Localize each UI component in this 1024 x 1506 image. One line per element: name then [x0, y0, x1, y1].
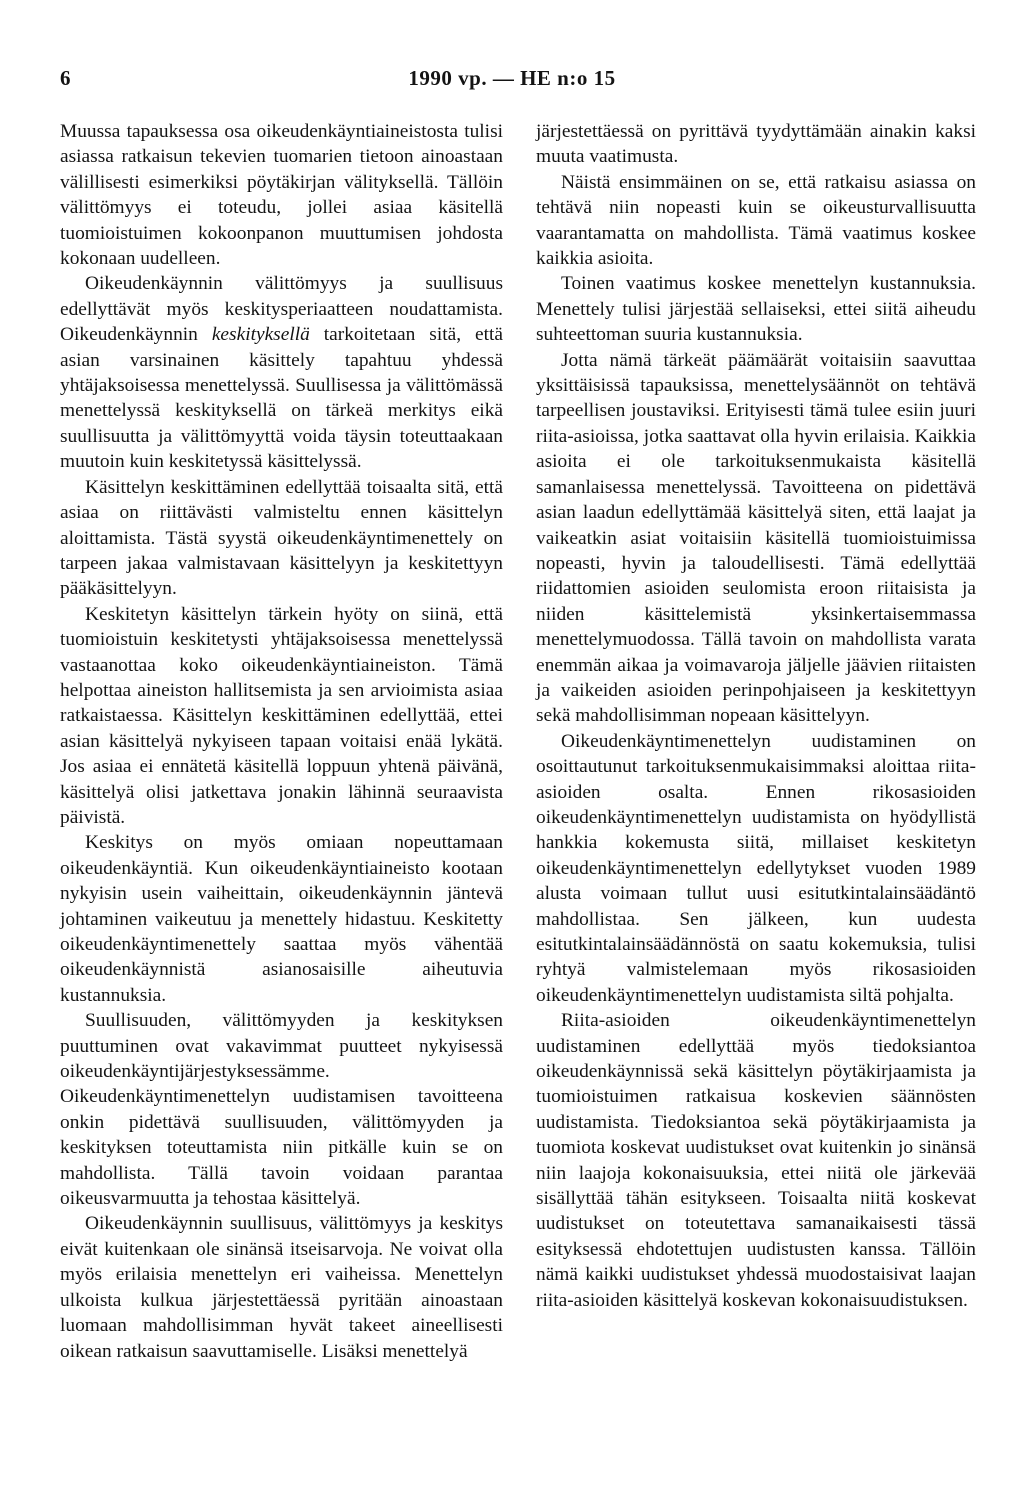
paragraph-text: tarkoitetaan sitä, että asian varsinainen käsittely tapahtuu yhdessä yhtäjaksoisessa menettelyssä. Suullisessa ja välittömässä menettelyssä keskityksellä on tärkeä merkitys eikä suullisuutta ja välittömyyttä voida täysin toteuttaakaan muutoin kuin keskitetyssä käsittelyssä. — [60, 324, 503, 473]
paragraph: Jotta nämä tärkeät päämäärät voitaisiin saavuttaa yksittäisissä tapauksissa, menettelysäännöt on tehtävä tarpeellisen joustaviksi. Erityisesti tämä tulee esiin juuri riita-asioissa, jotka saattavat olla hyvin erilaisia. Kaikkia asioita ei ole tarkoituksenmukaista käsitellä samanlaisessa menettelyssä. Tavoitteena on pidettävä asian laadun edellyttämää käsittelyä siten, että laajat ja vaikeatkin asiat voitaisiin käsitellä tuomioistuimissa nopeasti, hyvin ja taloudellisesti. Tämä edellyttää riidattomien asioiden seulomista eroon riitaisista ja niiden käsittelemistä yksinkertaisemmassa menettelymuodossa. Tällä tavoin on mahdollista varata enemmän aikaa ja voimavaroja jäljelle jäävien riitaisten ja vaikeiden asioiden perinpohjaiseen ja keskitettyyn sekä mahdollisimman nopeaan käsittelyyn. — [536, 349, 976, 727]
paragraph: Muussa tapauksessa osa oikeudenkäyntiaineistosta tulisi asiassa ratkaisun tekevien tuomarien tietoon ainoastaan välillisesti esimerkiksi pöytäkirjan välityksellä. Tällöin välittömyys ei toteudu, jollei asiaa käsitellä tuomioistuimen kokoonpanon muuttumisen johdosta kokonaan uudelleen. — [60, 121, 503, 270]
right-column — [536, 119, 976, 1313]
paragraph — [60, 271, 503, 474]
paragraph: Näistä ensimmäinen on se, että ratkaisu asiassa on tehtävä niin nopeasti kuin se oikeusturvallisuutta vaarantamatta on mahdollista. Tämä vaatimus koskee kaikkia asioita. — [536, 171, 976, 270]
running-head: 1990 vp. — HE n:o 15 — [408, 66, 616, 90]
paragraph-text: Oikeudenkäynnin välittömyys ja suullisuus edellyttävät myös keskitysperiaatteen noudattamista. Oikeudenkäynnin — [60, 273, 503, 346]
paragraph: Oikeudenkäynnin suullisuus, välittömyys ja keskitys eivät kuitenkaan ole sinänsä itseisarvoja. Ne voivat olla myös erilaisia menettelyn eri vaiheissa. Menettelyn ulkoista kulkua järjestettäessä pyritään ainoastaan luomaan mahdollisimman hyvät takeet aineellisesti oikean ratkaisun saavuttamiselle. Lisäksi menettelyä — [60, 1213, 503, 1362]
paragraph: Keskitys on myös omiaan nopeuttamaan oikeudenkäyntiä. Kun oikeudenkäyntiaineisto kootaan nykyisin usein vaiheittain, oikeudenkäynnin jäntevä johtaminen vaikeutuu ja menettely hidastuu. Keskitetty oikeudenkäyntimenettely saattaa myös vähentää oikeudenkäynnistä asianosaisille aiheutuvia kustannuksia. — [60, 832, 503, 1006]
paragraph: Oikeudenkäyntimenettelyn uudistaminen on osoittautunut tarkoituksenmukaisimmaksi aloittaa riita-asioiden osalta. Ennen rikosasioiden oikeudenkäyntimenettelyn uudistamista on hyödyllistä hankkia kokemusta siitä, millaiset keskitetyn oikeudenkäyntimenettelyn edellytykset vuoden 1989 alusta voimaan tullut uusi esitutkintalainsäädäntö mahdollistaa. Sen jälkeen, kun uudesta esitutkintalainsäädännöstä on saatu kokemuksia, tulisi ryhtyä valmistelemaan myös rikosasioiden oikeudenkäyntimenettelyn uudistamista siltä pohjalta. — [536, 730, 976, 1006]
page-number: 6 — [60, 66, 71, 90]
paragraph: Toinen vaatimus koskee menettelyn kustannuksia. Menettely tulisi järjestää sellaiseksi, ettei siitä aiheudu suhteettoman suuria kustannuksia. — [536, 273, 976, 346]
paragraph: Riita-asioiden oikeudenkäyntimenettelyn uudistaminen edellyttää myös tiedoksiantoa oikeudenkäynnissä sekä käsittelyn pöytäkirjaamista ja tuomioistuimen ratkaisua koskevien säännösten uudistamista. Tiedoksiantoa sekä pöytäkirjaamista ja tuomiota koskevat uudistukset ovat kuitenkin jo sinänsä niin laajoja kokonaisuuksia, ettei niitä ole järkevää sisällyttää tähän esitykseen. Toisaalta niitä koskevat uudistukset on toteutettava samanaikaisesti tässä esityksessä ehdotettujen uudistusten kanssa. Tällöin nämä kaikki uudistukset yhdessä muodostaisivat laajan riita-asioiden käsittelyä koskevan kokonaisuudistuksen. — [536, 1010, 976, 1311]
paragraph: Keskitetyn käsittelyn tärkein hyöty on siinä, että tuomioistuin keskitetysti yhtäjaksoisessa menettelyssä vastaanottaa koko oikeudenkäyntiaineiston. Tämä helpottaa aineiston hallitsemista ja sen arvioimista asiaa ratkaistaessa. Käsittelyn keskittäminen edellyttää, ettei asian käsittelyä nykyiseen tapaan voitaisi enää lykätä. Jos asiaa ei ennätetä käsitellä loppuun yhtenä päivänä, käsittelyä olisi jatkettava jonakin lähinnä seuraavista päivistä. — [60, 603, 503, 828]
emphasized-term: keskityksellä — [211, 324, 310, 346]
left-column — [60, 119, 503, 1364]
paragraph: Käsittelyn keskittäminen edellyttää toisaalta sitä, että asiaa on riittävästi valmisteltu ennen käsittelyn aloittamista. Tästä syystä oikeudenkäyntimenettely on tarpeen jakaa valmistavaan käsittelyyn ja keskitettyyn pääkäsittelyyn. — [60, 476, 503, 600]
paragraph: järjestettäessä on pyrittävä tyydyttämään ainakin kaksi muuta vaatimusta. — [536, 121, 976, 168]
paragraph: Suullisuuden, välittömyyden ja keskityksen puuttuminen ovat vakavimmat puutteet nykyisessä oikeudenkäyntijärjestyksessämme. Oikeudenkäyntimenettelyn uudistamisen tavoitteena onkin pidettävä suullisuuden, välittömyyden ja keskityksen toteuttamista niin pitkälle kuin se on mahdollista. Tällä tavoin voidaan parantaa oikeusvarmuutta ja tehostaa käsittelyä. — [60, 1010, 503, 1210]
